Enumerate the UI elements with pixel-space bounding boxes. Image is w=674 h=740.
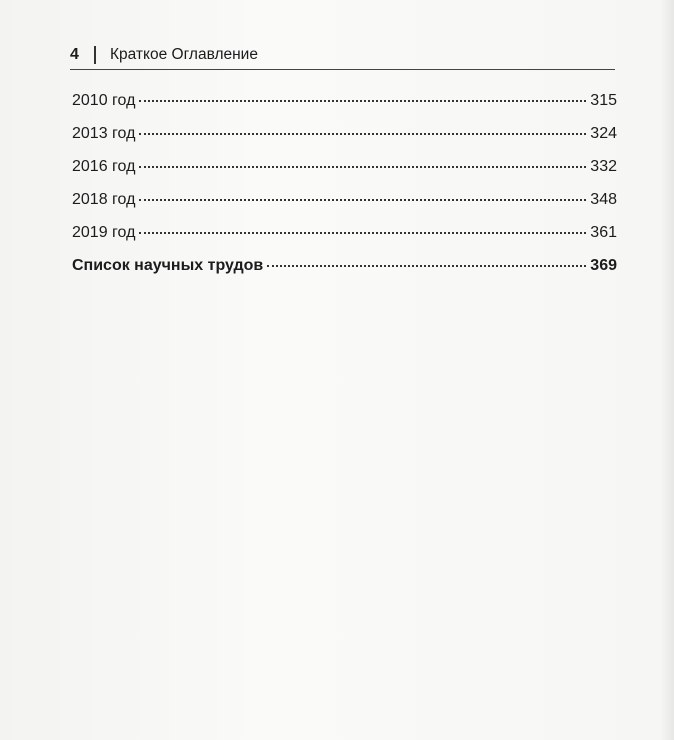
header-separator bbox=[94, 46, 96, 64]
toc-entry-label: Список научных трудов bbox=[72, 257, 264, 274]
toc-entry[interactable] bbox=[72, 125, 617, 158]
toc-entry-label: 2019 год bbox=[72, 224, 136, 241]
toc-leader-dots bbox=[267, 264, 586, 267]
toc-entry-label: 2010 год bbox=[72, 92, 136, 109]
toc-entry[interactable] bbox=[72, 224, 617, 257]
toc-entry[interactable] bbox=[72, 257, 617, 290]
toc-entry-label: 2016 год bbox=[72, 158, 136, 175]
toc-entry-label: 2013 год bbox=[72, 125, 136, 142]
toc-entry[interactable] bbox=[72, 92, 617, 125]
toc-entry-page: 315 bbox=[590, 92, 617, 109]
toc-entry-page: 348 bbox=[590, 191, 617, 208]
toc-leader-dots bbox=[139, 99, 586, 102]
toc-entry-label: 2018 год bbox=[72, 191, 136, 208]
toc-entry-page: 369 bbox=[590, 257, 617, 274]
running-title: Краткое Оглавление bbox=[110, 46, 258, 63]
toc-leader-dots bbox=[139, 132, 586, 135]
toc-entry[interactable] bbox=[72, 191, 617, 224]
page-number: 4 bbox=[70, 46, 79, 63]
header-rule bbox=[70, 69, 615, 70]
toc-leader-dots bbox=[139, 165, 586, 168]
toc-leader-dots bbox=[139, 198, 586, 201]
toc-entry[interactable] bbox=[72, 158, 617, 191]
toc-entry-page: 332 bbox=[590, 158, 617, 175]
toc-entry-page: 324 bbox=[590, 125, 617, 142]
table-of-contents bbox=[72, 92, 617, 290]
page-edge-shadow bbox=[660, 0, 674, 740]
running-header bbox=[70, 44, 615, 68]
toc-entry-page: 361 bbox=[590, 224, 617, 241]
toc-leader-dots bbox=[139, 231, 586, 234]
